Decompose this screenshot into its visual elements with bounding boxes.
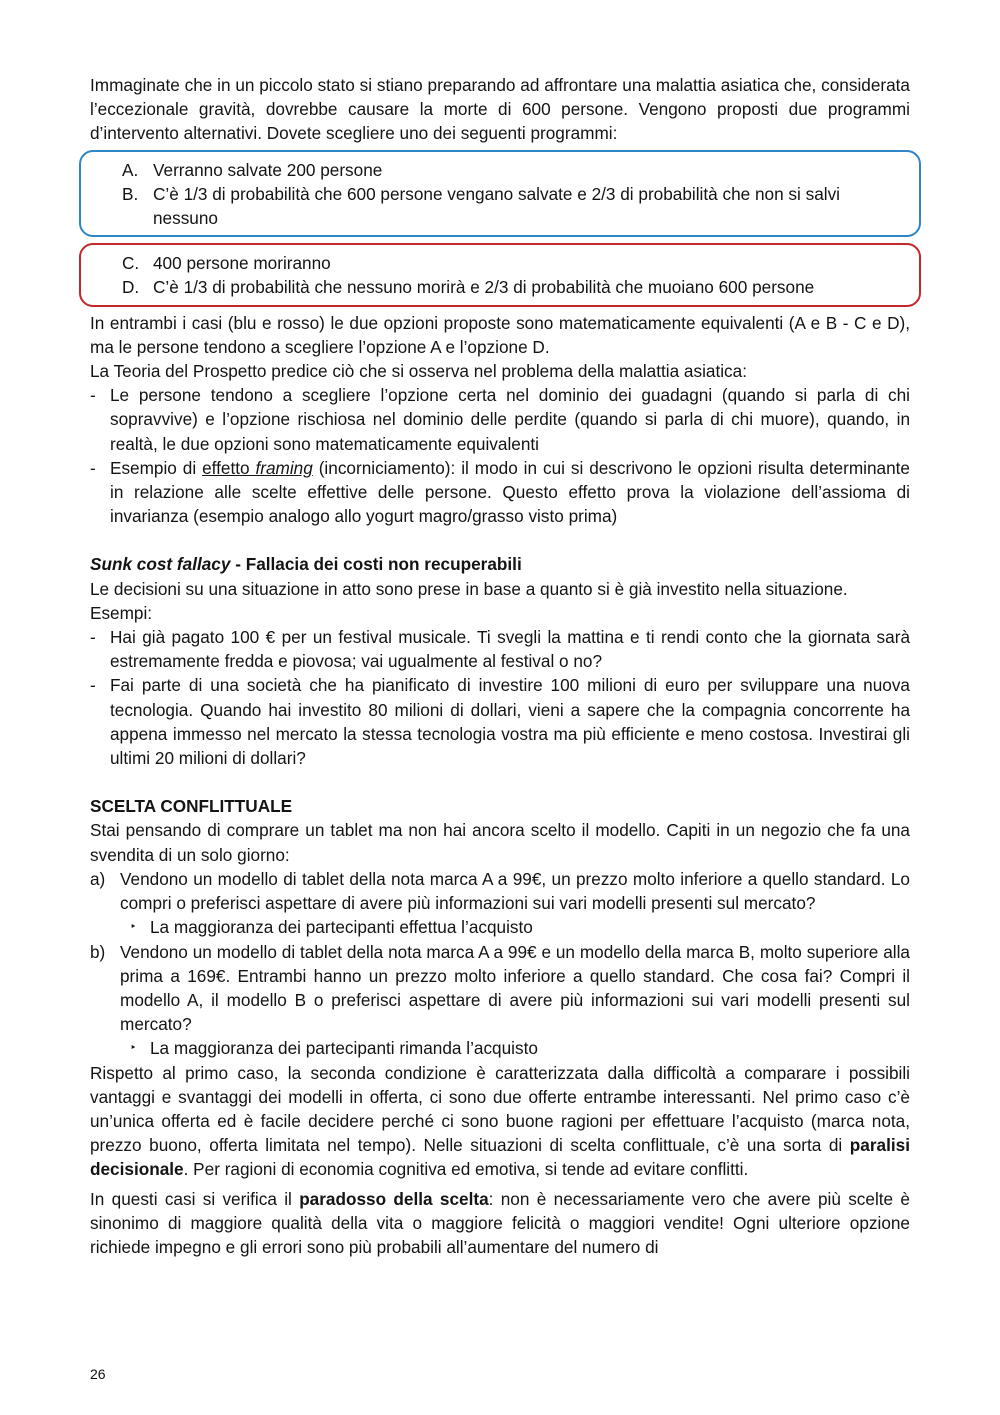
option-b	[81, 182, 919, 230]
case-b-result	[90, 1036, 910, 1060]
prospect-item-2-pre: Esempio di	[110, 457, 203, 478]
sunk-cost-examples-label: Esempi:	[90, 602, 153, 623]
framing-term-plain: effetto	[202, 457, 256, 478]
conflict-p1-pre: Rispetto al primo caso, la seconda condizione è caratterizzata dalla difficoltà a comparare i possibili vantaggi e svantaggi dei modelli in offerta, ci sono due offerte entrambe interessanti. Nel primo caso c’è un’unica offerta ed è facile decidere perché ci sono buone ragioni per effettuare l’acquisto (marca nota, prezzo buono, offerta limitata nel tempo). Nelle situazioni di scelta conflittuale, c’è una sorta di	[90, 1062, 910, 1156]
conflict-p2-post: : non è necessariamente vero che avere più scelte è sinonimo di maggiore qualità della vita o maggiore felicità o maggiori vendite! Ogni ulteriore opzione richiede impegno e gli errori sono più probabili all’aumentare del numero di	[90, 1188, 910, 1257]
option-a-text: Verranno salvate 200 persone	[153, 159, 383, 180]
case-a-marker: a)	[90, 868, 106, 889]
equivalence-paragraph: In entrambi i casi (blu e rosso) le due opzioni proposte sono matematicamente equivalenti (A e B - C e D), ma le persone tendono a scegliere l’opzione A e l’opzione D.	[90, 312, 910, 357]
prospect-item-2-text	[110, 456, 910, 529]
sunk-cost-title-italic: Sunk cost fallacy	[90, 554, 231, 575]
option-c-text: 400 persone moriranno	[153, 253, 331, 274]
dash-marker: -	[90, 385, 96, 406]
triangle-bullet-icon: ‣	[130, 1042, 137, 1055]
prospect-item-1-text: Le persone tendono a scegliere l’opzione certa nel dominio dei guadagni (quando si parla di chi sopravvive) e l’opzione rischiosa nel dominio delle perdite (quando si parla di chi muore), quando, in realtà, le due opzioni sono matematicamente equivalenti	[110, 385, 910, 454]
prospect-item-2	[90, 456, 910, 529]
option-d-marker: D.	[122, 277, 140, 298]
option-a	[81, 158, 919, 182]
red-options-box	[79, 243, 921, 306]
option-d	[81, 275, 919, 299]
case-b-marker: b)	[90, 941, 106, 962]
conflict-p2-pre: In questi casi si verifica il	[90, 1188, 300, 1209]
case-a-text: Vendono un modello di tablet della nota marca A a 99€, un prezzo molto inferiore a quello standard. Lo compri o preferisci aspettare di avere più informazioni sui vari modelli presenti sul mercato?	[120, 868, 910, 914]
prospect-paragraph: La Teoria del Prospetto predice ciò che si osserva nel problema della malattia asiatica:	[90, 361, 747, 382]
dash-marker: -	[90, 457, 96, 478]
conflict-heading: SCELTA CONFLITTUALE	[90, 796, 293, 817]
sunk-cost-description: Le decisioni su una situazione in atto sono prese in base a quanto si è già investito nella situazione.	[90, 578, 848, 599]
conflict-paragraph-1	[90, 1061, 910, 1182]
conflict-case-a	[90, 867, 910, 915]
framing-term	[202, 458, 313, 478]
prospect-item-2-post: (incorniciamento): il modo in cui si descrivono le opzioni risulta determinante in relazione alle scelte effettive delle persone. Questo effetto prova la violazione dell’assioma di invarianza (esempio analogo allo yogurt magro/grasso visto prima)	[110, 457, 910, 527]
dash-marker: -	[90, 675, 96, 696]
triangle-bullet-icon: ‣	[130, 921, 137, 934]
case-b-result-text: La maggioranza dei partecipanti rimanda l’acquisto	[150, 1038, 538, 1059]
paradosso-scelta-term: paradosso della scelta	[299, 1188, 489, 1209]
option-b-text: C’è 1/3 di probabilità che 600 persone vengano salvate e 2/3 di probabilità che non si salvi nessuno	[153, 183, 840, 229]
dash-marker: -	[90, 627, 96, 648]
blue-options-box	[79, 150, 921, 238]
sunk-item-2-text: Fai parte di una società che ha pianificato di investire 100 milioni di euro per sviluppare una nuova tecnologia. Quando hai investito 80 milioni di dollari, vieni a sapere che la compagnia concorrente ha appena immesso nel mercato la stessa tecnologia vostra ma più efficiente e meno costosa. Investirai gli ultimi 20 milioni di dollari?	[110, 675, 910, 769]
conflict-paragraph-2	[90, 1187, 910, 1260]
page-number: 26	[90, 1366, 106, 1382]
framing-term-italic: framing	[255, 457, 313, 478]
page-content	[90, 73, 910, 1259]
intro-paragraph: Immaginate che in un piccolo stato si stiano preparando ad affrontare una malattia asiatica che, considerata l’eccezionale gravità, dovrebbe causare la morte di 600 persone. Vengono proposti due programmi d’intervento alternativi. Dovete scegliere uno dei seguenti programmi:	[90, 75, 910, 144]
option-c	[81, 251, 919, 275]
sunk-cost-title-rest: - Fallacia dei costi non recuperabili	[230, 554, 522, 575]
sunk-item-2	[90, 673, 910, 770]
sunk-item-1-text: Hai già pagato 100 € per un festival musicale. Ti svegli la mattina e ti rendi conto che la giornata sarà estremamente fredda e piovosa; vai ugualmente al festival o no?	[110, 627, 910, 672]
case-a-result-text: La maggioranza dei partecipanti effettua l’acquisto	[150, 917, 533, 938]
paralisi-decisionale-term: paralisi decisionale	[90, 1135, 910, 1180]
case-a-result	[90, 915, 910, 939]
conflict-p1-post: . Per ragioni di economia cognitiva ed emotiva, si tende ad evitare conflitti.	[183, 1159, 749, 1180]
option-b-marker: B.	[122, 183, 139, 204]
option-d-text: C’è 1/3 di probabilità che nessuno morirà e 2/3 di probabilità che muoiano 600 persone	[153, 277, 815, 298]
sunk-item-1	[90, 625, 910, 673]
conflict-case-b	[90, 940, 910, 1037]
option-a-marker: A.	[122, 159, 139, 180]
case-b-text: Vendono un modello di tablet della nota marca A a 99€ e un modello della marca B, molto superiore alla prima a 169€. Entrambi hanno un prezzo molto inferiore a quello standard. Che cosa fai? Compri il modello A, il modello B o preferisci aspettare di avere più informazioni sui vari modelli presenti sul mercato?	[120, 941, 910, 1035]
option-c-marker: C.	[122, 253, 140, 274]
prospect-item-1	[90, 383, 910, 456]
sunk-cost-heading	[90, 552, 910, 576]
conflict-intro: Stai pensando di comprare un tablet ma non hai ancora scelto il modello. Capiti in un negozio che fa una svendita di un solo giorno:	[90, 820, 910, 865]
